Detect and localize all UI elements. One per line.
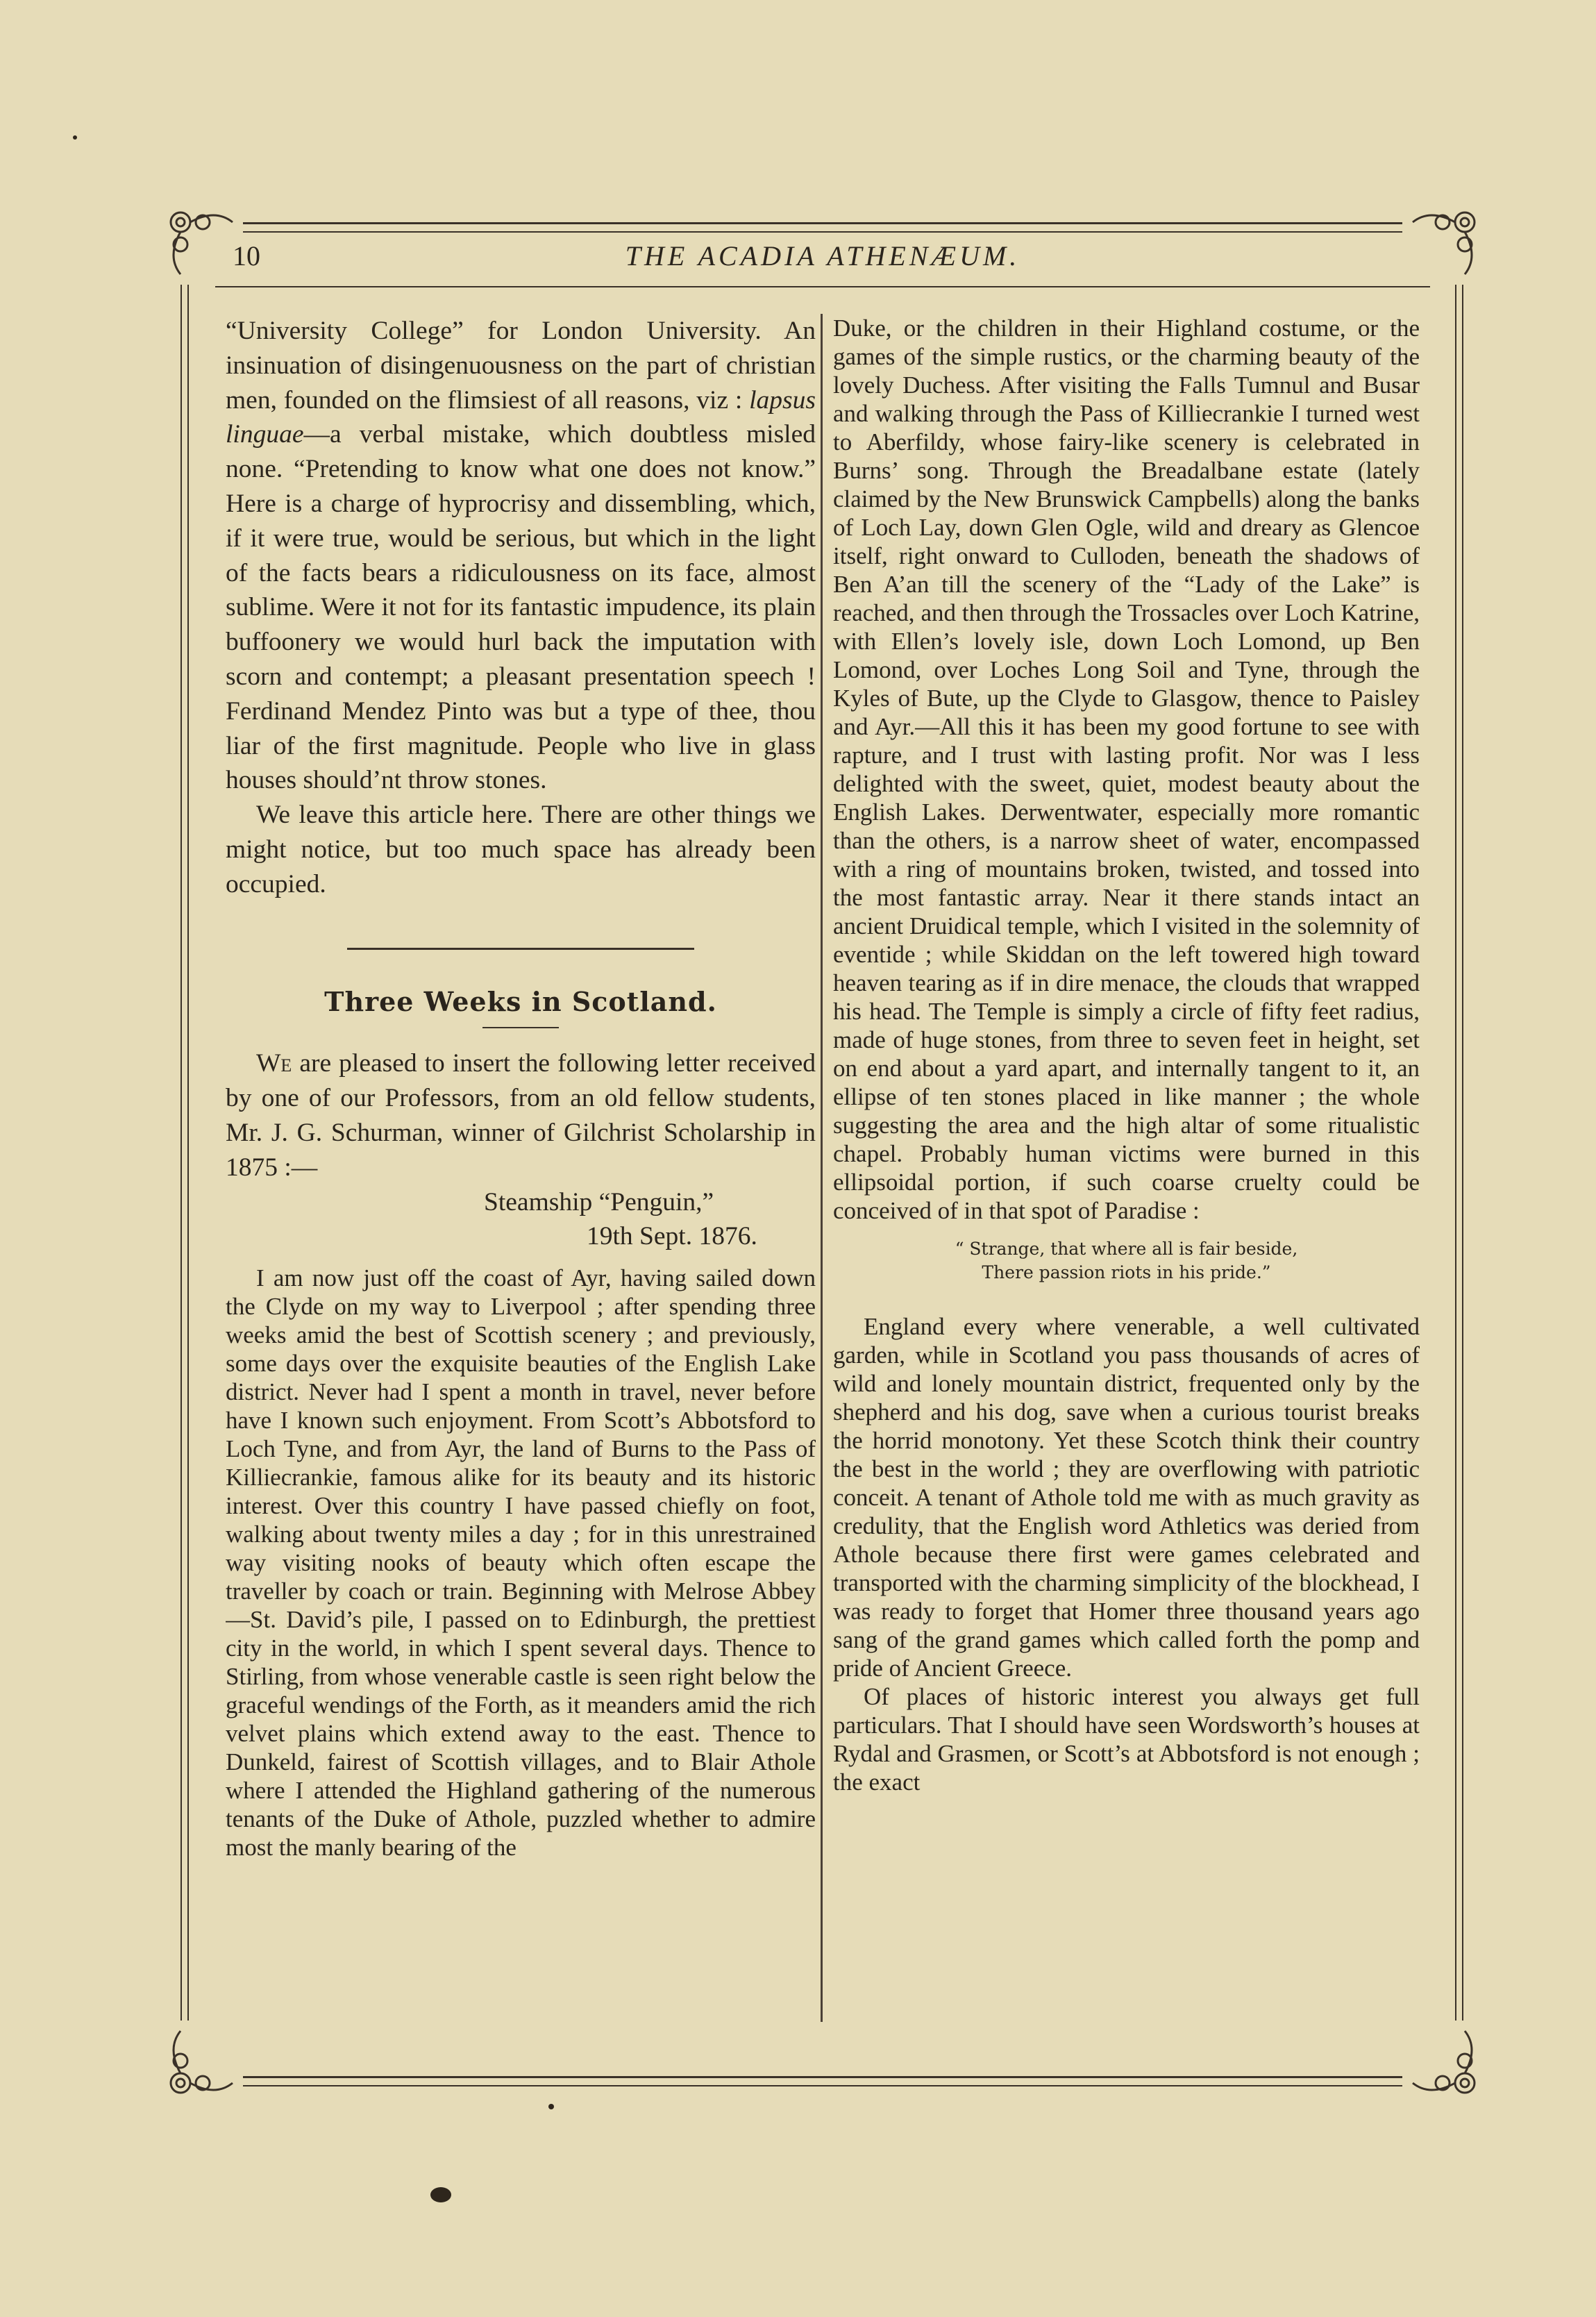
section-title: Three Weeks in Scotland.	[324, 985, 717, 1017]
right-column	[833, 314, 1420, 2022]
bottom-rule-outer	[243, 2076, 1402, 2078]
left-side-rule	[180, 285, 182, 2021]
paper-speck	[430, 2187, 451, 2202]
top-rule-outer	[243, 222, 1402, 224]
paper-speck	[73, 135, 77, 140]
left-column	[226, 314, 816, 2022]
dateline-date: 19th Sept. 1876.	[587, 1222, 757, 1251]
page-number: 10	[233, 240, 260, 271]
header-underline	[215, 286, 1430, 287]
left-side-rule-inner	[187, 285, 189, 2021]
page-header	[167, 240, 1479, 281]
right-side-rule	[1455, 285, 1456, 2021]
corner-ornament-bottom-right-icon	[1409, 2027, 1486, 2104]
right-side-rule-inner	[1462, 285, 1463, 2021]
left-paragraph-1: “University College” for London University. An insinuation of disingenuousness on the part of christian men, founded on the flimsiest of all reasons, viz : lapsus linguae—a verbal mistake, which doubtless misled none. “Pretending to know what one does not know.” Here is a charge of hyprocrisy and dissembling, which, if it were true, would be serious, but which in the light of the facts bears a ridiculousness on its face, almost sublime. Were it not for its fantastic impudence, its plain buffoonery we would hurl back the imputation with scorn and contempt; a pleasant presentation speech ! Ferdinand Mendez Pinto was but a type of thee, thou liar of the first magnitude. People who live in glass houses should’nt throw stones.	[226, 317, 816, 795]
section-divider	[347, 948, 694, 950]
left-paragraph-2: We leave this article here. There are other things we might notice, but too much space has already been occupied.	[226, 801, 816, 898]
verse-quote	[833, 1237, 1420, 1285]
bottom-rule-inner	[243, 2085, 1402, 2086]
right-paragraph-1: Duke, or the children in their Highland costume, or the games of the simple rustics, or the charming beauty of the lovely Duchess. After visiting the Falls Tumnul and Busar and walking through the Pass of Killiecrankie I turned west to Aberfildy, whose fairy-like scenery is celebrated in Burns’ song. Through the Breadalbane estate (lately claimed by the New Brunswick Campbells) along the banks of Loch Lay, down Glen Ogle, wild and dreary as Glencoe itself, right onward to Culloden, beneath the shadows of Ben A’an till the scenery of the “Lady of the Lake” is reached, and then through the Trossacles over Loch Katrine, with Ellen’s lovely isle, down Loch Lomond, up Ben Lomond, over Loches Long Soil and Tyne, through the Kyles of Bute, up the Clyde to Glasgow, thence to Paisley and Ayr.—All this it has been my good fortune to see with rapture, and I trust with lasting profit. Nor was I less delighted with the sweet, quiet, modest beauty about the English Lakes. Derwentwater, especially more romantic than the others, is a narrow sheet of water, encompassed with a ring of mountains broken, twisted, and tossed into the most fantastic array. Near it there stands intact an ancient Druidical temple, which I visited in the solemnity of eventide ; while Skiddan on the left towered high toward heaven tearing as if in dire menace, the clouds that wrapped his head. The Temple is simply a circle of fifty feet radius, made of huge stones, from three to seven feet in height, set on end about a yard apart, and internally tangent to it, an ellipse of ten stones placed in like manner ; the whole suggesting the area and the high altar of some ritualistic chapel. Probably human victims were burned in this ellipsoidal portion, if such coarse cruelty could be conceived of in that spot of Paradise :	[833, 315, 1420, 1224]
letter-paragraph-1: I am now just off the coast of Ayr, having sailed down the Clyde on my way to Liverpool ; after spending three weeks amid the best of Scottish scenery ; and previously, some days over the exquisite beauties of the English Lake district. Never had I spent a month in travel, never before have I known such enjoyment. From Scott’s Abbotsford to Loch Tyne, and from Ayr, the land of Burns to the Pass of Killiecrankie, famous alike for its beauty and its historic interest. Over this country I have passed chiefly on foot, walking about twenty miles a day ; for in this unrestrained way visiting nooks of beauty which often escape the traveller by coach or train. Beginning with Melrose Abbey—St. David’s pile, I passed on to Edinburgh, the prettiest city in the world, in which I spent several days. Thence to Stirling, from whose venerable castle is seen right below the graceful wendings of the Forth, as it meanders amid the rich velvet plains which extend away to the east. Thence to Dunkeld, fairest of Scottish villages, and to Blair Athole where I attended the Highland gathering of the numerous tenants of the Duke of Athole, puzzled whether to admire most the manly bearing of the	[226, 1264, 816, 1862]
right-paragraph-3: Of places of historic interest you always get full particulars. That I should have seen Wordsworth’s houses at Rydal and Grasmen, or Scott’s at Abbotsford is not enough ; the exact	[833, 1683, 1420, 1796]
corner-ornament-bottom-left-icon	[160, 2027, 236, 2104]
intro-paragraph: We are pleased to insert the following letter received by one of our Professors, from an old fellow students, Mr. J. G. Schurman, winner of Gilchrist Scholarship in 1875 :—	[226, 1049, 816, 1182]
running-title: THE ACADIA ATHENÆUM.	[625, 240, 1020, 271]
dateline-ship: Steamship “Penguin,”	[484, 1187, 714, 1216]
column-divider	[821, 314, 823, 2022]
title-underline	[482, 1027, 559, 1028]
top-rule-inner	[243, 231, 1402, 233]
quote-line-1: “ Strange, that where all is fair beside,	[955, 1239, 1298, 1259]
latin-phrase: lapsus linguae	[226, 385, 816, 449]
right-paragraph-2: England every where venerable, a well cultivated garden, while in Scotland you pass thousands of acres of wild and lonely mountain district, frequented only by the shepherd and his dog, save when a curious tourist breaks the horrid monotony. Yet these Scotch think their country the best in the world ; they are overflowing with patriotic conceit. A tenant of Athole told me with as much gravity as credulity, that the English word Athletics was deried from Athole because there first were games celebrated and transported with the charming simplicity of the blockhead, I was ready to forget that Homer three thousand years ago sang of the grand games which called forth the pomp and pride of Ancient Greece.	[833, 1313, 1420, 1682]
quote-line-2: There passion riots in his pride.”	[982, 1262, 1271, 1282]
paper-speck	[548, 2104, 554, 2109]
